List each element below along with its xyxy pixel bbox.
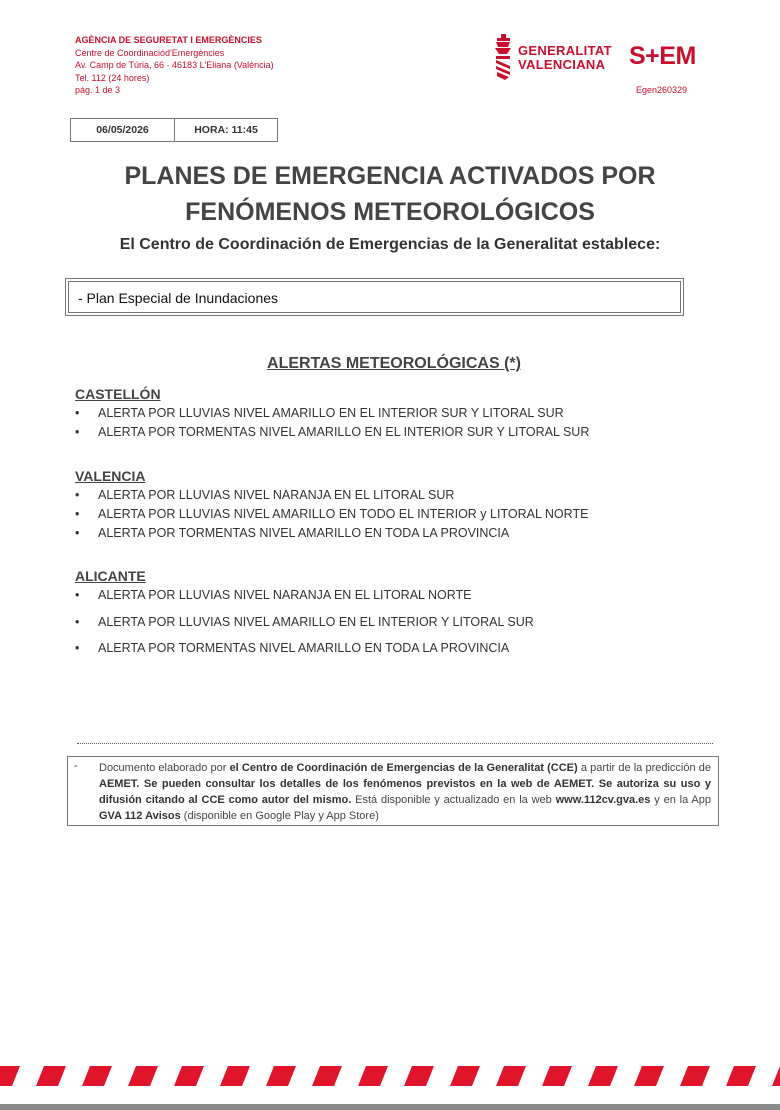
stripe-segment: [588, 1066, 618, 1086]
note-bold: el Centro de Coordinación de Emergencias de la Generalitat (CCE): [229, 762, 578, 774]
alert-item: • ALERTA POR TORMENTAS NIVEL AMARILLO EN EL INTERIOR SUR Y LITORAL SUR: [75, 423, 715, 442]
issue-date: 06/05/2026: [71, 119, 175, 141]
stripe-segment: [312, 1066, 342, 1086]
stripe-segment: [450, 1066, 480, 1086]
alerts-heading: ALERTAS METEOROLÓGICAS (*): [267, 355, 521, 372]
agency-info: [75, 34, 274, 97]
page-info: pág. 1 de 3: [75, 85, 121, 95]
note-bold: AEMET. Se pueden consultar los detalles de los fenómenos previstos en la web de AEMET. Se autoriza su uso y difusión citando al CCE como autor del mismo.: [99, 778, 711, 806]
document-code: Egen260329: [636, 85, 688, 95]
stripe-segment: [220, 1066, 250, 1086]
alert-item: • ALERTA POR TORMENTAS NIVEL AMARILLO EN TODA LA PROVINCIA: [75, 524, 715, 543]
alert-list: [75, 486, 715, 543]
bottom-bar: [0, 1104, 780, 1110]
source-note-box: [67, 756, 719, 826]
alert-item: • ALERTA POR LLUVIAS NIVEL AMARILLO EN TODO EL INTERIOR y LITORAL NORTE: [75, 505, 715, 524]
decorative-stripe: [0, 1066, 780, 1086]
alert-list: [75, 404, 715, 442]
region-valencia: [75, 466, 715, 543]
note-text: a partir de la predicción de: [577, 762, 711, 774]
stripe-segment: [0, 1066, 20, 1086]
region-name: ALICANTE: [75, 568, 146, 584]
stripe-segment: [726, 1066, 756, 1086]
stripe-segment: [496, 1066, 526, 1086]
region-castellon: [75, 384, 715, 442]
alert-item: • ALERTA POR TORMENTAS NIVEL AMARILLO EN TODA LA PROVINCIA: [75, 639, 715, 658]
page-subtitle: El Centro de Coordinación de Emergencias de la Generalitat establece:: [119, 236, 661, 253]
app-name: GVA 112 Avisos: [99, 810, 181, 822]
region-alicante: [75, 566, 715, 658]
stripe-segment: [772, 1066, 780, 1086]
divider: [77, 743, 713, 744]
region-name: CASTELLÓN: [75, 386, 161, 402]
agency-centre: Centre de Coordinaciód'Emergències: [75, 47, 225, 58]
stripe-segment: [634, 1066, 664, 1086]
stripe-segment: [358, 1066, 388, 1086]
date-time-box: [70, 118, 278, 142]
stripe-segment: [128, 1066, 158, 1086]
note-text: (disponible en Google Play y App Store): [180, 810, 379, 822]
note-dash: -: [74, 760, 78, 772]
logo-text-line1: GENERALITAT: [518, 43, 612, 58]
alert-item: • ALERTA POR LLUVIAS NIVEL NARANJA EN EL LITORAL NORTE: [75, 586, 715, 605]
agency-address: Av. Camp de Túria, 66 · 46183 L'Eliana (València): [75, 60, 274, 70]
stripe-segment: [82, 1066, 112, 1086]
region-name: VALENCIA: [75, 468, 146, 484]
stripe-segment: [36, 1066, 66, 1086]
alert-list: [75, 586, 715, 658]
note-text: y en la App: [650, 794, 711, 806]
agency-phone: Tel. 112 (24 hores): [75, 72, 150, 83]
note-text: Documento elaborado por: [99, 762, 230, 774]
stripe-segment: [266, 1066, 296, 1086]
alert-item: • ALERTA POR LLUVIAS NIVEL AMARILLO EN EL INTERIOR Y LITORAL SUR: [75, 613, 715, 632]
alert-item: • ALERTA POR LLUVIAS NIVEL NARANJA EN EL LITORAL SUR: [75, 486, 715, 505]
generalitat-emblem-icon: [493, 34, 513, 80]
stripe-segment: [404, 1066, 434, 1086]
note-text: Está disponible y actualizado en la web: [351, 794, 556, 806]
stripe-segment: [174, 1066, 204, 1086]
website-link[interactable]: www.112cv.gva.es: [555, 794, 651, 806]
stripe-segment: [680, 1066, 710, 1086]
source-note: [99, 760, 711, 824]
alert-item: • ALERTA POR LLUVIAS NIVEL AMARILLO EN EL INTERIOR SUR Y LITORAL SUR: [75, 404, 715, 423]
active-plans-box: [65, 278, 684, 316]
active-plan-item: - Plan Especial de Inundaciones: [68, 281, 681, 313]
page-title-line2: FENÓMENOS METEOROLÓGICOS: [185, 198, 595, 226]
issue-time: HORA: 11:45: [194, 124, 258, 136]
agency-name: AGÈNCIA DE SEGURETAT I EMERGÈNCIES: [75, 35, 262, 45]
logo-text-line2: VALENCIANA: [518, 57, 606, 72]
page-title-line1: PLANES DE EMERGENCIA ACTIVADOS POR: [124, 162, 656, 190]
stripe-segment: [542, 1066, 572, 1086]
generalitat-logo: [493, 34, 611, 80]
sem-logo: S+EM: [629, 42, 696, 70]
page-title: [0, 158, 780, 230]
